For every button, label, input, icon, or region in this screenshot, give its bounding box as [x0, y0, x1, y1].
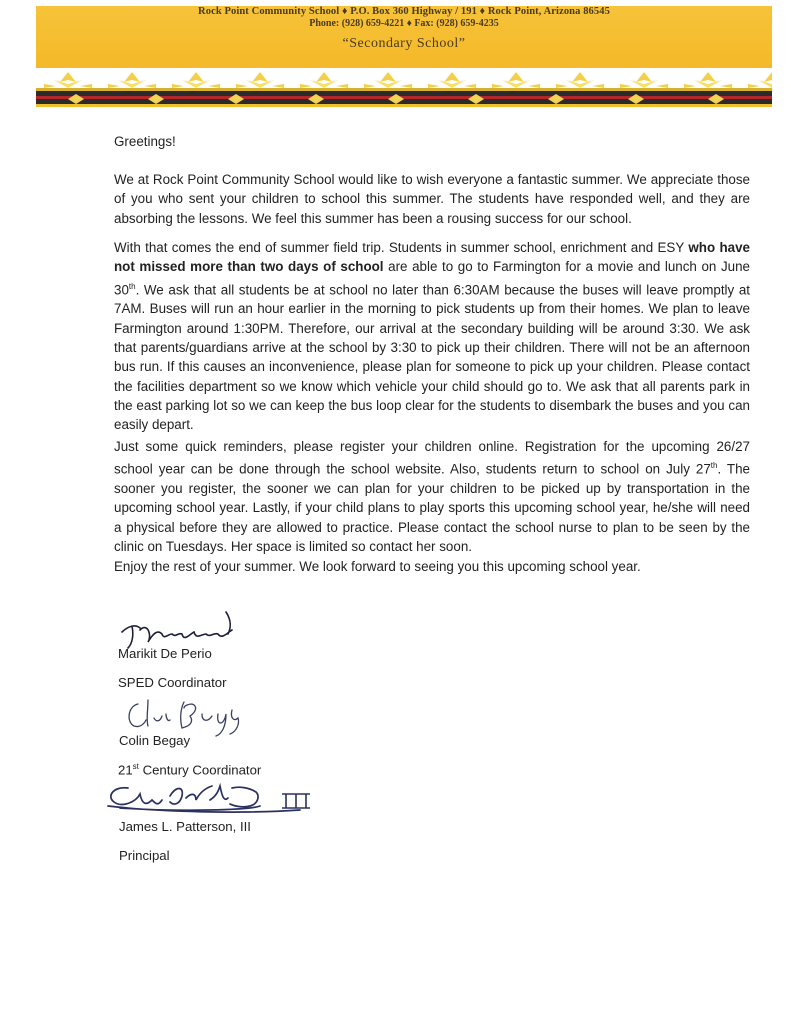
paragraph-3-part2: . The sooner you register, the sooner we can plan for your children to be picked up by transportation in the upcoming school year. Lastly, if your child plans to play sports this upcoming school year, he/she will need a physical before they are allowed to practice. Please contact the school nurse to plan to be seen by the clinic on Tuesdays. Her space is limited so contact her soon.	[114, 461, 750, 554]
letterhead-phone-fax: Phone: (928) 659-4221 ♦ Fax: (928) 659-4235	[309, 18, 499, 29]
letterhead-address: Rock Point Community School ♦ P.O. Box 360 Highway / 191 ♦ Rock Point, Arizona 86545	[198, 6, 610, 17]
paragraph-3-part1: Just some quick reminders, please register your children online. Registration for the upcoming 26/27 school year can be done through the school website. Also, students return to school on July 27	[114, 439, 750, 477]
signatory-1-name: Marikit De Perio	[118, 646, 212, 661]
navajo-pattern-band	[36, 68, 772, 112]
paragraph-field-trip	[114, 238, 750, 434]
signatory-2-name: Colin Begay	[119, 733, 191, 748]
letterhead	[36, 6, 772, 112]
signatory-3-title: Principal	[119, 848, 170, 863]
signatory-1-title: SPED Coordinator	[118, 675, 227, 690]
signature-james-patterson	[100, 778, 326, 818]
signatory-2-title-sup: st	[132, 762, 139, 771]
paragraph-2-bold-condition: who have not missed more than two days of school	[114, 240, 750, 275]
paragraph-4-text: Enjoy the rest of your summer. We look forward to seeing you this upcoming school year.	[114, 559, 641, 574]
paragraph-closing	[114, 557, 750, 576]
paragraph-2-date: are able to go to Farmington for a movie and lunch on June 30	[114, 259, 750, 298]
paragraph-1-text: We at Rock Point Community School would like to wish everyone a fantastic summer. We appreciate those of you who sent your children to school this summer. The students have responded well, and they are absorbing the lessons. We feel this summer has been a rousing success for our school.	[114, 172, 750, 226]
signatory-2-title-number: 21	[118, 762, 133, 778]
paragraph-2-sup: th	[128, 281, 136, 291]
paragraph-2-intro: With that comes the end of summer field trip. Students in summer school, enrichment and ESY	[114, 240, 689, 255]
signatory-2-title	[118, 762, 261, 777]
paragraph-summer-wishes	[114, 170, 750, 228]
signatory-3-name: James L. Patterson, III	[119, 819, 251, 834]
letterhead-school-name: “Secondary School”	[342, 36, 466, 51]
paragraph-reminders	[114, 437, 750, 556]
paragraph-2-text	[114, 238, 750, 434]
signature-colin-begay	[122, 696, 252, 738]
paragraph-3-text	[114, 437, 750, 556]
paragraph-2-details: . We ask that all students be at school no later than 6:30AM because the buses will leave promptly at 7AM. Buses will run an hour earlier in the morning to pick students up from their homes. We plan to leave Farmington around 1:30PM. Therefore, our arrival at the secondary building will be around 3:30. We ask that parents/guardians arrive at the school by 3:30 to pick up their children. There will not be an afternoon bus run. If this causes an inconvenience, please plan for someone to pick up your children. Please contact the facilities department so we know which vehicle your child should go to. We ask that all parents park in the east parking lot so we can keep the bus loop clear for the students to disembark the buses and you can easily depart.	[114, 282, 750, 433]
signatory-2-title-rest: Century Coordinator	[138, 762, 262, 778]
greeting: Greetings!	[114, 134, 176, 149]
paragraph-3-sup: th	[710, 461, 718, 471]
